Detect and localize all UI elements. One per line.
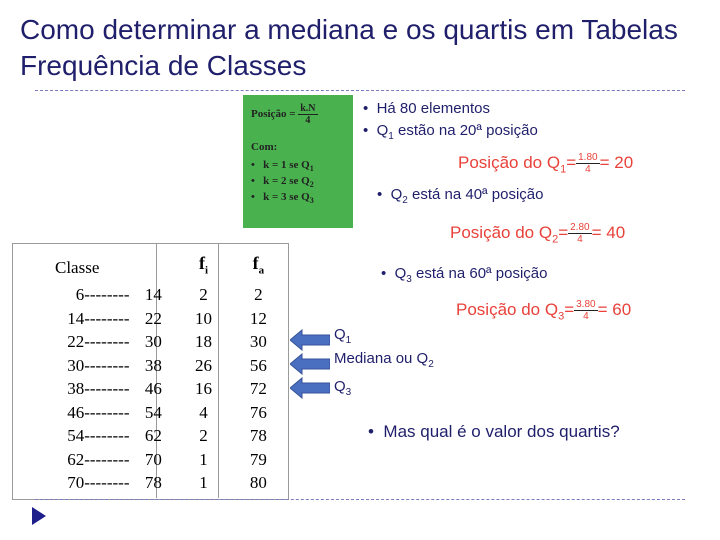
- cell-fa: 12: [249, 308, 267, 328]
- label-median: Mediana ou $Q_2$: [334, 350, 434, 370]
- formula-num: k.N: [300, 103, 316, 114]
- cell-class-upper: 78: [144, 473, 162, 493]
- cell-fa: 76: [249, 402, 267, 422]
- formula-box: [243, 95, 353, 228]
- table-row: [13, 330, 287, 354]
- cell-fa: 2: [254, 285, 263, 305]
- formula-com: Com:: [251, 141, 278, 153]
- bullet-q2: • $Q_2$ está na 40ª posição: [377, 186, 544, 206]
- cell-fa: 79: [249, 449, 267, 469]
- cell-class-lower: 6--------: [75, 285, 130, 305]
- cell-fa: 80: [249, 473, 267, 493]
- table-header: [13, 252, 287, 283]
- formula-item-2: • k = 2 se $Q_2$: [251, 175, 314, 190]
- cell-class-lower: 30--------: [67, 355, 130, 375]
- cell-class-upper: 30: [144, 332, 162, 352]
- cell-class-lower: 14--------: [67, 308, 130, 328]
- table-row: [13, 307, 287, 331]
- frequency-table: [13, 252, 287, 495]
- cell-fa: 78: [249, 426, 267, 446]
- cell-fa: 56: [249, 355, 267, 375]
- bullet-question: • Mas qual é o valor dos quartis?: [368, 422, 620, 441]
- formula-den: 4: [305, 115, 311, 126]
- position-q3: Posição do $Q_3=$ $\frac{3.80}{4}$ = 60: [456, 299, 632, 323]
- formula-position: [251, 103, 318, 126]
- arrow-median: [290, 353, 330, 375]
- formula-lead: Posição =: [251, 108, 296, 121]
- play-icon[interactable]: [31, 506, 47, 526]
- cell-fa: 30: [249, 332, 267, 352]
- cell-class-upper: 46: [144, 379, 162, 399]
- cell-fi: 2: [199, 426, 208, 446]
- top-divider: [35, 90, 685, 91]
- cell-fi: 18: [194, 332, 212, 352]
- cell-fi: 4: [199, 402, 208, 422]
- label-q3: $Q_3$: [334, 378, 352, 398]
- cell-fi: 2: [199, 285, 208, 305]
- cell-class-lower: 38--------: [67, 379, 130, 399]
- cell-fi: 1: [199, 449, 208, 469]
- position-q2: Posição do $Q_2=$ $\frac{2.80}{4}$ = 40: [450, 222, 626, 246]
- cell-class-upper: 22: [144, 308, 162, 328]
- cell-class-lower: 54--------: [67, 426, 130, 446]
- cell-fi: 16: [194, 379, 212, 399]
- page-title: Como determinar a mediana e os quartis em Tabelas Frequência de Classes: [20, 14, 678, 81]
- label-q1: $Q_1$: [334, 326, 352, 346]
- bullet-q3: • $Q_3$ está na 60ª posição: [381, 265, 548, 285]
- arrow-q3: [290, 377, 330, 399]
- cell-class-lower: 62--------: [67, 449, 130, 469]
- cell-class-upper: 14: [144, 285, 162, 305]
- table-row: [13, 377, 287, 401]
- cell-class-lower: 70--------: [67, 473, 130, 493]
- cell-fi: 1: [199, 473, 208, 493]
- table-row: [13, 283, 287, 307]
- cell-class-upper: 62: [144, 426, 162, 446]
- cell-class-upper: 54: [144, 402, 162, 422]
- cell-fi: 10: [194, 308, 212, 328]
- arrow-q1: [290, 329, 330, 351]
- cell-fi: 26: [194, 355, 212, 375]
- formula-item-1: • k = 1 se $Q_1$: [251, 159, 314, 174]
- position-q1: Posição do $Q_1=$ $\frac{1.80}{4}$ = 20: [458, 152, 634, 176]
- cell-class-lower: 46--------: [67, 402, 130, 422]
- formula-item-3: • k = 3 se $Q_3$: [251, 191, 314, 206]
- table-row: [13, 401, 287, 425]
- header-fa: $f_a$: [252, 253, 265, 277]
- header-classe: Classe: [55, 257, 100, 277]
- cell-class-upper: 70: [144, 449, 162, 469]
- header-fi: $f_i$: [198, 253, 208, 277]
- bullet-elements: • Há 80 elementos: [363, 100, 490, 117]
- cell-fa: 72: [249, 379, 267, 399]
- bottom-divider: [35, 499, 685, 500]
- bullet-q1: • $Q_1$ estão na 20ª posição: [363, 122, 538, 142]
- formula-fraction: [298, 103, 317, 126]
- cell-class-upper: 38: [144, 355, 162, 375]
- cell-class-lower: 22--------: [67, 332, 130, 352]
- table-row: [13, 471, 287, 495]
- table-row: [13, 424, 287, 448]
- table-row: [13, 354, 287, 378]
- table-row: [13, 448, 287, 472]
